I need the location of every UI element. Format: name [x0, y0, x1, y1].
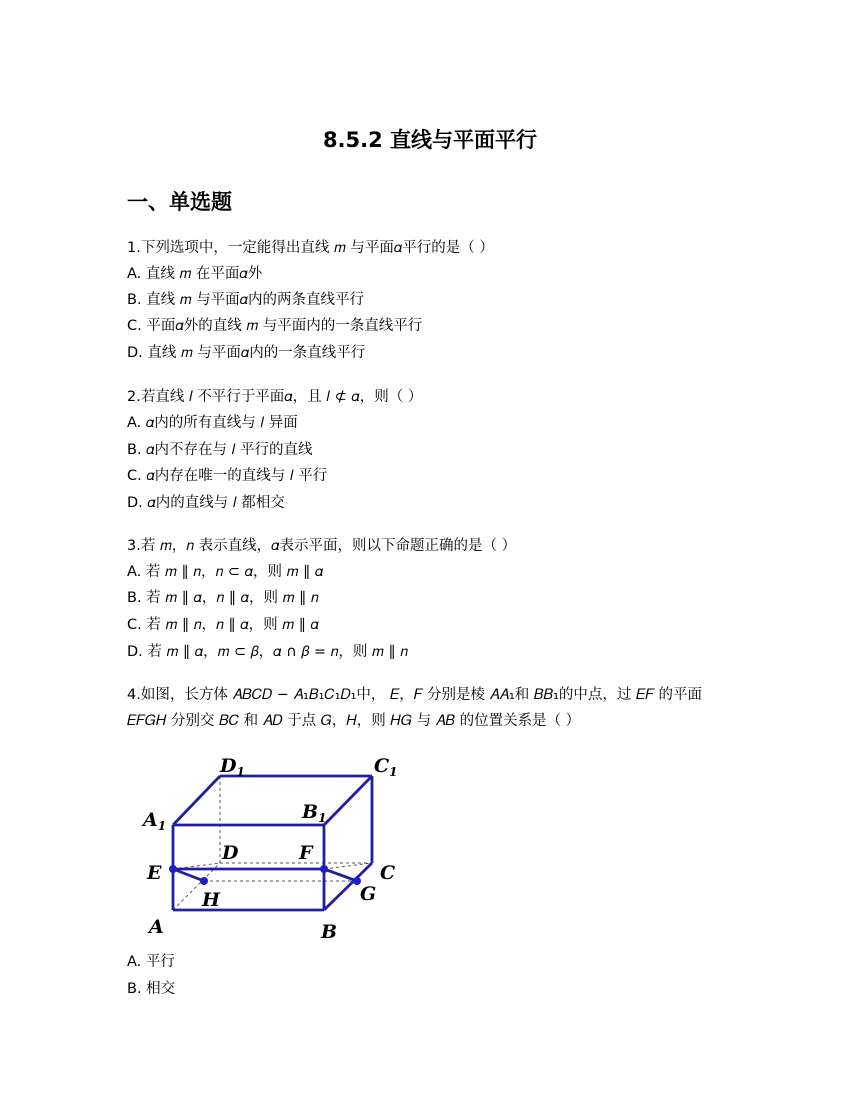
- point-f: [320, 865, 328, 873]
- question-1-option-c: C. 平面𝛼外的直线 𝑚 与平面内的一条直线平行: [127, 318, 423, 334]
- question-2-option-d: D. 𝛼内的直线与 𝑙 都相交: [127, 495, 285, 511]
- edge-f-g: [324, 869, 357, 881]
- label-b: B: [321, 921, 338, 943]
- question-3-option-d: D. 若 𝑚 ∥ 𝛼，𝑚 ⊂ 𝛽，𝛼 ∩ 𝛽 = 𝑛，则 𝑚 ∥ 𝑛: [127, 644, 409, 660]
- question-4-option-a: A. 平行: [127, 954, 175, 970]
- label-d1: $D_1$: [220, 755, 245, 779]
- label-g: G: [360, 883, 377, 905]
- edge-e-h: [173, 869, 204, 881]
- question-2-option-c: C. 𝛼内存在唯一的直线与 𝑙 平行: [127, 468, 328, 484]
- question-2-stem: 2.若直线 𝑙 不平行于平面𝛼，且 𝑙 ⊄ 𝛼，则（ ）: [127, 389, 423, 405]
- label-f: F: [299, 842, 313, 864]
- page-title: 8.5.2 直线与平面平行: [322, 128, 538, 152]
- question-3-stem: 3.若 𝑚，𝑛 表示直线，𝛼表示平面，则以下命题正确的是（ ）: [127, 538, 517, 554]
- question-1-stem: 1.下列选项中，一定能得出直线 𝑚 与平面𝛼平行的是（ ）: [127, 240, 494, 256]
- edge-a1-d1: [173, 776, 220, 825]
- question-2-option-b: B. 𝛼内不存在与 𝑙 平行的直线: [127, 442, 313, 458]
- question-1-option-b: B. 直线 𝑚 与平面𝛼内的两条直线平行: [127, 292, 365, 308]
- label-b1: $B_1$: [302, 801, 327, 825]
- cuboid-diagram: [140, 748, 410, 948]
- question-1-option-d: D. 直线 𝑚 与平面𝛼内的一条直线平行: [127, 345, 366, 361]
- question-3-option-b: B. 若 𝑚 ∥ 𝛼，𝑛 ∥ 𝛼，则 𝑚 ∥ 𝑛: [127, 590, 319, 606]
- point-e: [169, 865, 177, 873]
- question-3-option-c: C. 若 𝑚 ∥ 𝑛，𝑛 ∥ 𝛼，则 𝑚 ∥ 𝛼: [127, 617, 319, 633]
- edge-b1-c1: [324, 776, 372, 825]
- question-3-option-a: A. 若 𝑚 ∥ 𝑛，𝑛 ⊂ 𝛼，则 𝑚 ∥ 𝛼: [127, 564, 324, 580]
- label-a1: $A_1$: [143, 809, 167, 833]
- label-c: C: [380, 862, 396, 884]
- cuboid-figure: [140, 748, 410, 948]
- section-heading: 一、单选题: [127, 190, 232, 214]
- question-1-option-a: A. 直线 𝑚 在平面𝛼外: [127, 266, 263, 282]
- label-e: E: [147, 862, 162, 884]
- question-4-stem-line-1: 4.如图，长方体 𝐴𝐵𝐶𝐷 − 𝐴₁𝐵₁𝐶₁𝐷₁中， 𝐸，𝐹 分别是棱 𝐴𝐴₁和 𝐵𝐵₁的中点，过 𝐸𝐹 的平面: [127, 687, 703, 703]
- label-c1: $C_1$: [374, 755, 398, 779]
- question-4-option-b: B. 相交: [127, 981, 176, 997]
- question-2-option-a: A. 𝛼内的所有直线与 𝑙 异面: [127, 415, 298, 431]
- label-a: A: [149, 916, 164, 938]
- question-4-stem-line-2: 𝐸𝐹𝐺𝐻 分别交 𝐵𝐶 和 𝐴𝐷 于点 𝐺，𝐻，则 𝐻𝐺 与 𝐴𝐵 的位置关系是（ ）: [127, 713, 581, 729]
- label-h: H: [202, 889, 220, 911]
- point-h: [200, 877, 208, 885]
- label-d: D: [222, 842, 239, 864]
